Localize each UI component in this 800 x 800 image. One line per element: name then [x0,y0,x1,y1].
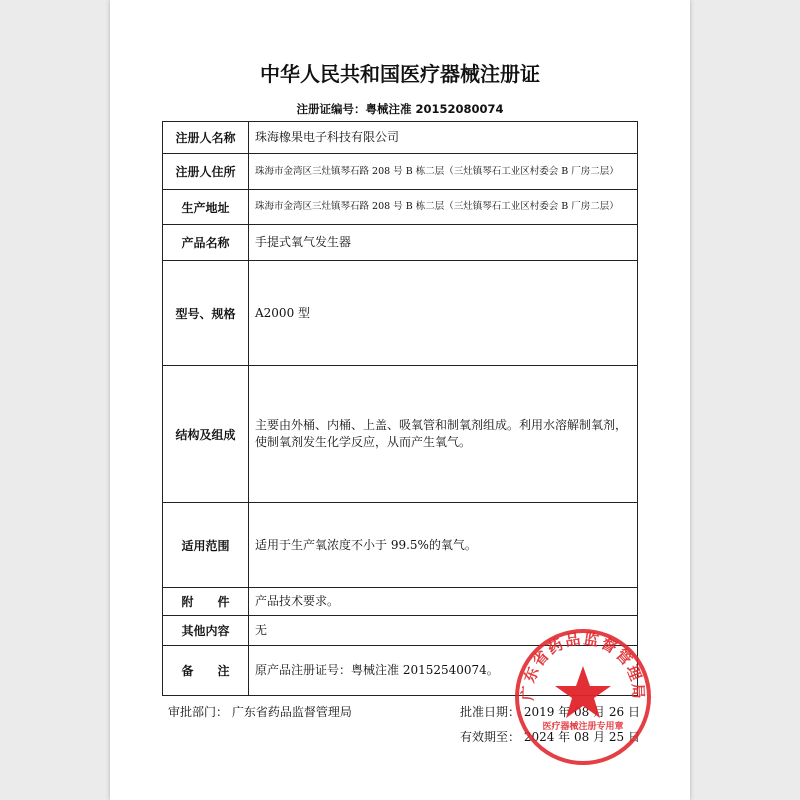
svg-text:医疗器械注册专用章: 医疗器械注册专用章 [542,722,624,732]
registration-number: 注册证编号：粤械注准 20152080074 [296,102,504,116]
approval-department: 审批部门： 广东省药品监督管理局 [168,705,352,719]
row-value: A2000 型 [249,261,638,366]
certificate-page [110,0,690,800]
table-row [163,225,638,261]
row-value: 珠海市金湾区三灶镇琴石路 208 号 B 栋二层（三灶镇琴石工业区村委会 B 厂房二层） [249,154,638,190]
row-label: 适用范围 [163,503,249,588]
approval-date: 批准日期： 2019 年 08 月 26 日 [460,705,640,719]
table-row [163,154,638,190]
row-label: 附 件 [163,588,249,616]
svg-text:广东省药品监督管理局: 广东省药品监督管理局 [518,629,648,701]
row-value: 主要由外桶、内桶、上盖、吸氧管和制氧剂组成。利用水溶解制氧剂，使制氧剂发生化学反应，从而产生氧气。 [249,366,638,503]
row-value: 原产品注册证号：粤械注准 20152540074。 [249,646,638,696]
row-label: 结构及组成 [163,366,249,503]
row-value: 珠海橡果电子科技有限公司 [249,122,638,154]
table-row [163,588,638,616]
table-row [163,503,638,588]
table-row [163,190,638,225]
row-label: 产品名称 [163,225,249,261]
row-label: 型号、规格 [163,261,249,366]
row-label: 备 注 [163,646,249,696]
official-seal-icon [512,626,654,768]
row-label: 其他内容 [163,616,249,646]
certificate-table [162,121,638,696]
row-value: 手提式氧气发生器 [249,225,638,261]
row-label: 生产地址 [163,190,249,225]
row-value: 产品技术要求。 [249,588,638,616]
table-row [163,122,638,154]
document-title: 中华人民共和国医疗器械注册证 [260,62,540,86]
table-row [163,366,638,503]
row-label: 注册人名称 [163,122,249,154]
table-row [163,261,638,366]
row-label: 注册人住所 [163,154,249,190]
row-value: 无 [249,616,638,646]
valid-until: 有效期至： 2024 年 08 月 25 日 [460,730,640,744]
row-value: 珠海市金湾区三灶镇琴石路 208 号 B 栋二层（三灶镇琴石工业区村委会 B 厂房二层） [249,190,638,225]
row-value: 适用于生产氧浓度不小于 99.5%的氧气。 [249,503,638,588]
